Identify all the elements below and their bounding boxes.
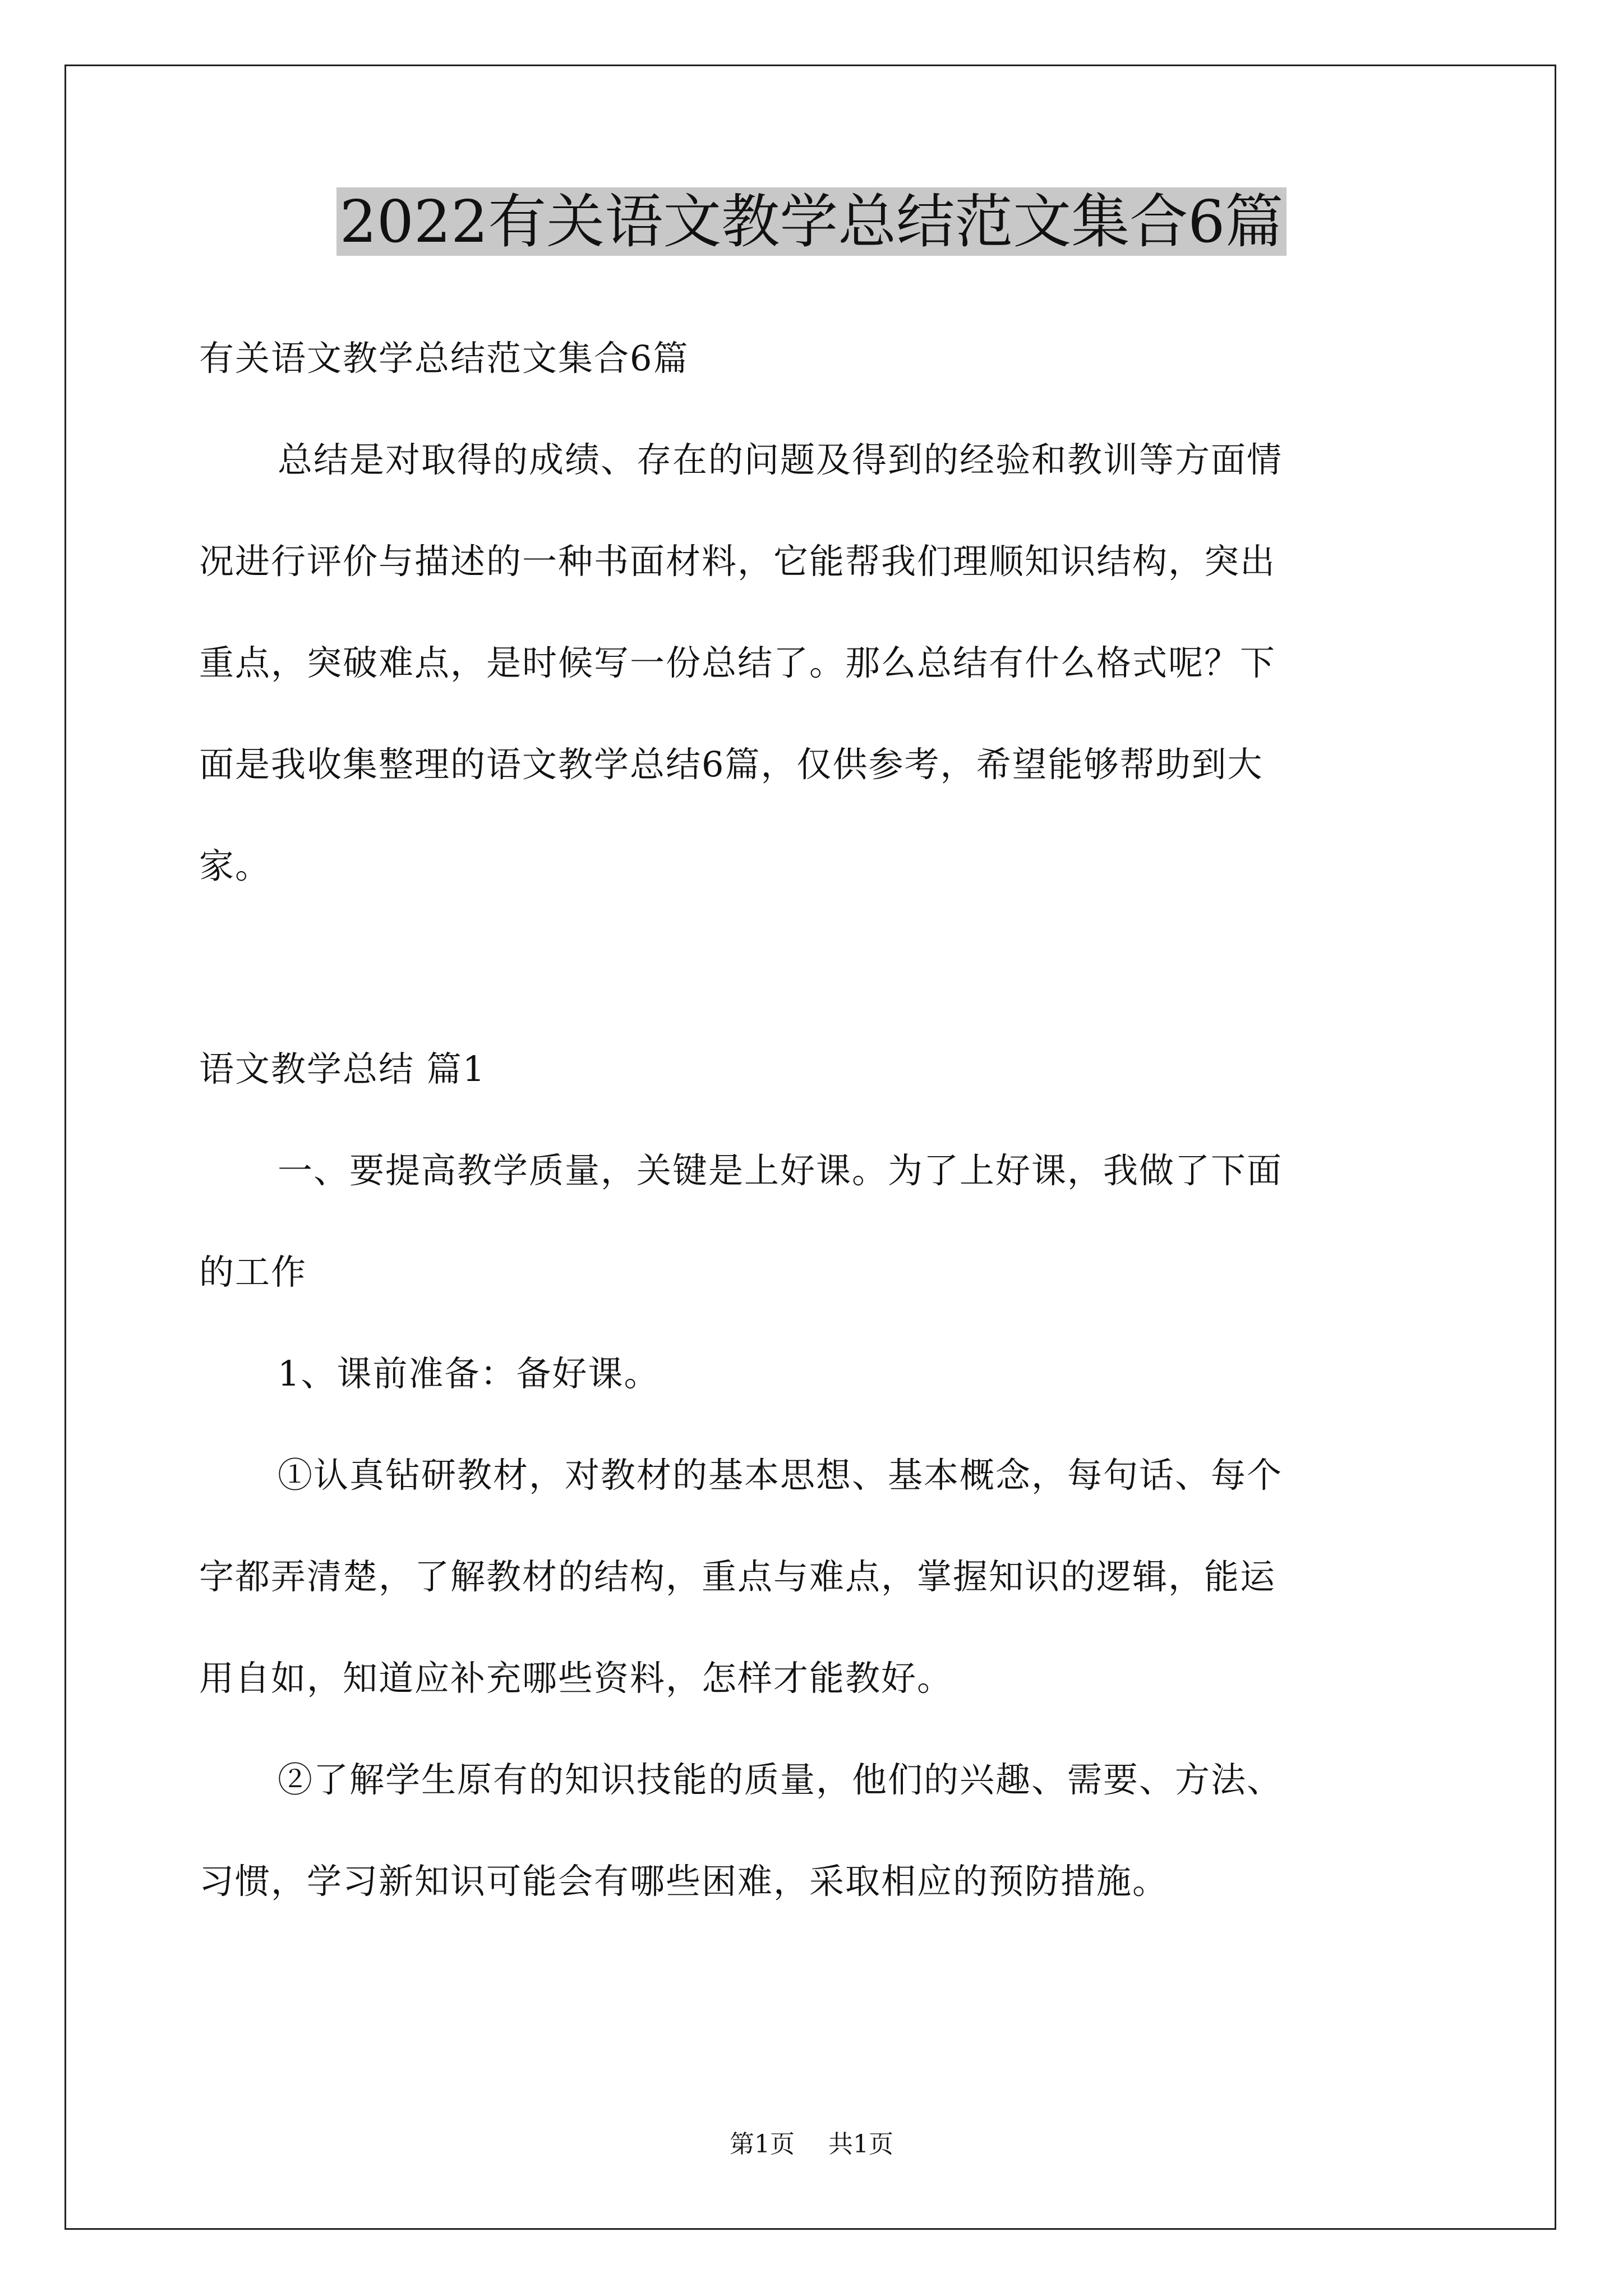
intro-line: 面是我收集整理的语文教学总结6篇，仅供参考，希望能够帮助到大 [199,744,1264,785]
section-line: 的工作 [199,1251,307,1292]
page-number: 第1页 [730,2130,795,2159]
section-heading: 语文教学总结 篇1 [199,1048,486,1089]
document-title-text: 2022有关语文教学总结范文集合6篇 [336,187,1287,256]
section-line: 用自如，知道应补充哪些资料，怎样才能教好。 [199,1658,953,1699]
paragraph-spacer [199,917,1433,1018]
page-total: 共1页 [828,2130,893,2159]
section-line: 1、课前准备：备好课。 [278,1353,660,1394]
document-subtitle: 有关语文教学总结范文集合6篇 [199,338,689,379]
section-line: 字都弄清楚，了解教材的结构，重点与难点，掌握知识的逻辑，能运 [199,1556,1276,1597]
section-line: ①认真钻研教材，对教材的基本思想、基本概念，每句话、每个 [278,1455,1283,1496]
page-footer [0,2128,1623,2161]
section-line: 一、要提高教学质量，关键是上好课。为了上好课，我做了下面 [278,1150,1283,1191]
section-line: 习惯，学习新知识可能会有哪些困难，采取相应的预防措施。 [199,1861,1169,1902]
intro-line: 家。 [199,845,271,886]
intro-line: 重点，突破难点，是时候写一份总结了。那么总结有什么格式呢？下 [199,642,1276,683]
document-title [0,185,1623,258]
intro-line: 总结是对取得的成绩、存在的问题及得到的经验和教训等方面情 [278,439,1283,480]
document-body [199,307,1433,1932]
section-line: ②了解学生原有的知识技能的质量，他们的兴趣、需要、方法、 [278,1759,1283,1800]
intro-line: 况进行评价与描述的一种书面材料，它能帮我们理顺知识结构，突出 [199,541,1276,582]
